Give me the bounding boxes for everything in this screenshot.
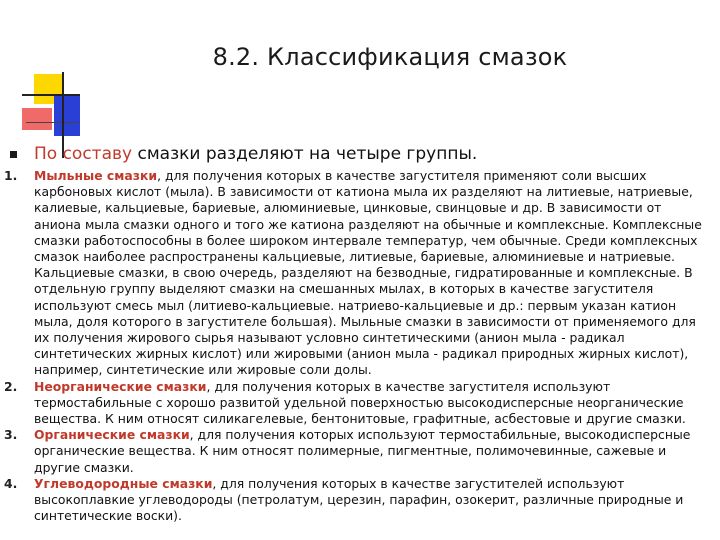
- item-text: , для получения которых в качестве загустителя используют термостабильные с хорошо развитой удельной поверхностью высокодисперсные неорганические вещества. К ним относят силикагелевые, бентонитовые, графитные, асбестовые и другие смазки.: [34, 378, 686, 427]
- horizontal-line-decoration: [26, 122, 78, 123]
- item-number: 4.: [4, 475, 18, 491]
- lead-emphasis: По составу: [34, 144, 133, 164]
- slide-title: 8.2. Классификация смазок: [212, 43, 568, 71]
- list-item: [4, 476, 710, 525]
- item-term: Мыльные смазки: [34, 168, 158, 183]
- item-text: , для получения которых используют термостабильные, высокодисперсные органические вещества. К ним относят полимерные, пигментные, полимочевинные, сажевые и другие смазки.: [34, 427, 691, 475]
- list-item: [4, 168, 710, 379]
- item-text: , для получения которых в качестве загустителей используют высокоплавкие углеводороды (петролатум, церезин, парафин, озокерит, различные природные и синтетические воски).: [34, 475, 684, 524]
- lead-rest: смазки разделяют на четыре группы.: [132, 144, 478, 164]
- item-text: , для получения которых в качестве загустителя применяют соли высших карбоновых кислот (мыла). В зависимости от катиона мыла их разделяют на литиевые, натриевые, калиевые, кальциевые, бариевые, алюминиевые, цинковые, свинцовые и др. В зависимости от аниона мыла смазки одного и того же катиона разделяют на обычные и комплексные. Комплексные смазки работоспособны в более широком интервале температур, чем обычные. Среди комплексных смазок наиболее распространены кальциевые, литиевые, бариевые, алюминиевые и натриевые. Кальциевые смазки, в свою очередь, разделяют на безводные, гидратированные и комплексные. В отдельную группу выделяют смазки на смешанных мылах, в которых в качестве загустителя используют смесь мыл (литиево-кальциевые. натриево-кальциевые и др.: первым указан катион мыла, доля которого в загустителе большая). Мыльные смазки в зависимости от применяемого для их получения жирового сырья называют условно синтетическими (анион мыла - радикал синтетических жирных кислот) или жировыми (анион мыла - радикал природных жирных кислот), например, синтетические или жировые соли долы.: [34, 168, 702, 378]
- item-number: 1.: [4, 168, 18, 183]
- item-term: Углеводородные смазки: [34, 475, 213, 491]
- item-number: 3.: [4, 427, 18, 443]
- red-square-decoration: [22, 108, 52, 130]
- lead-text: [34, 144, 477, 164]
- blue-square-decoration: [54, 94, 80, 136]
- list-item: [4, 427, 710, 476]
- list-item: [4, 379, 710, 428]
- square-bullet-icon: [10, 151, 17, 158]
- item-term: Неорганические смазки: [34, 378, 207, 394]
- item-term: Органические смазки: [34, 427, 190, 443]
- item-number: 2.: [4, 378, 18, 394]
- horizontal-line-decoration: [22, 94, 80, 96]
- classification-list: [4, 168, 710, 524]
